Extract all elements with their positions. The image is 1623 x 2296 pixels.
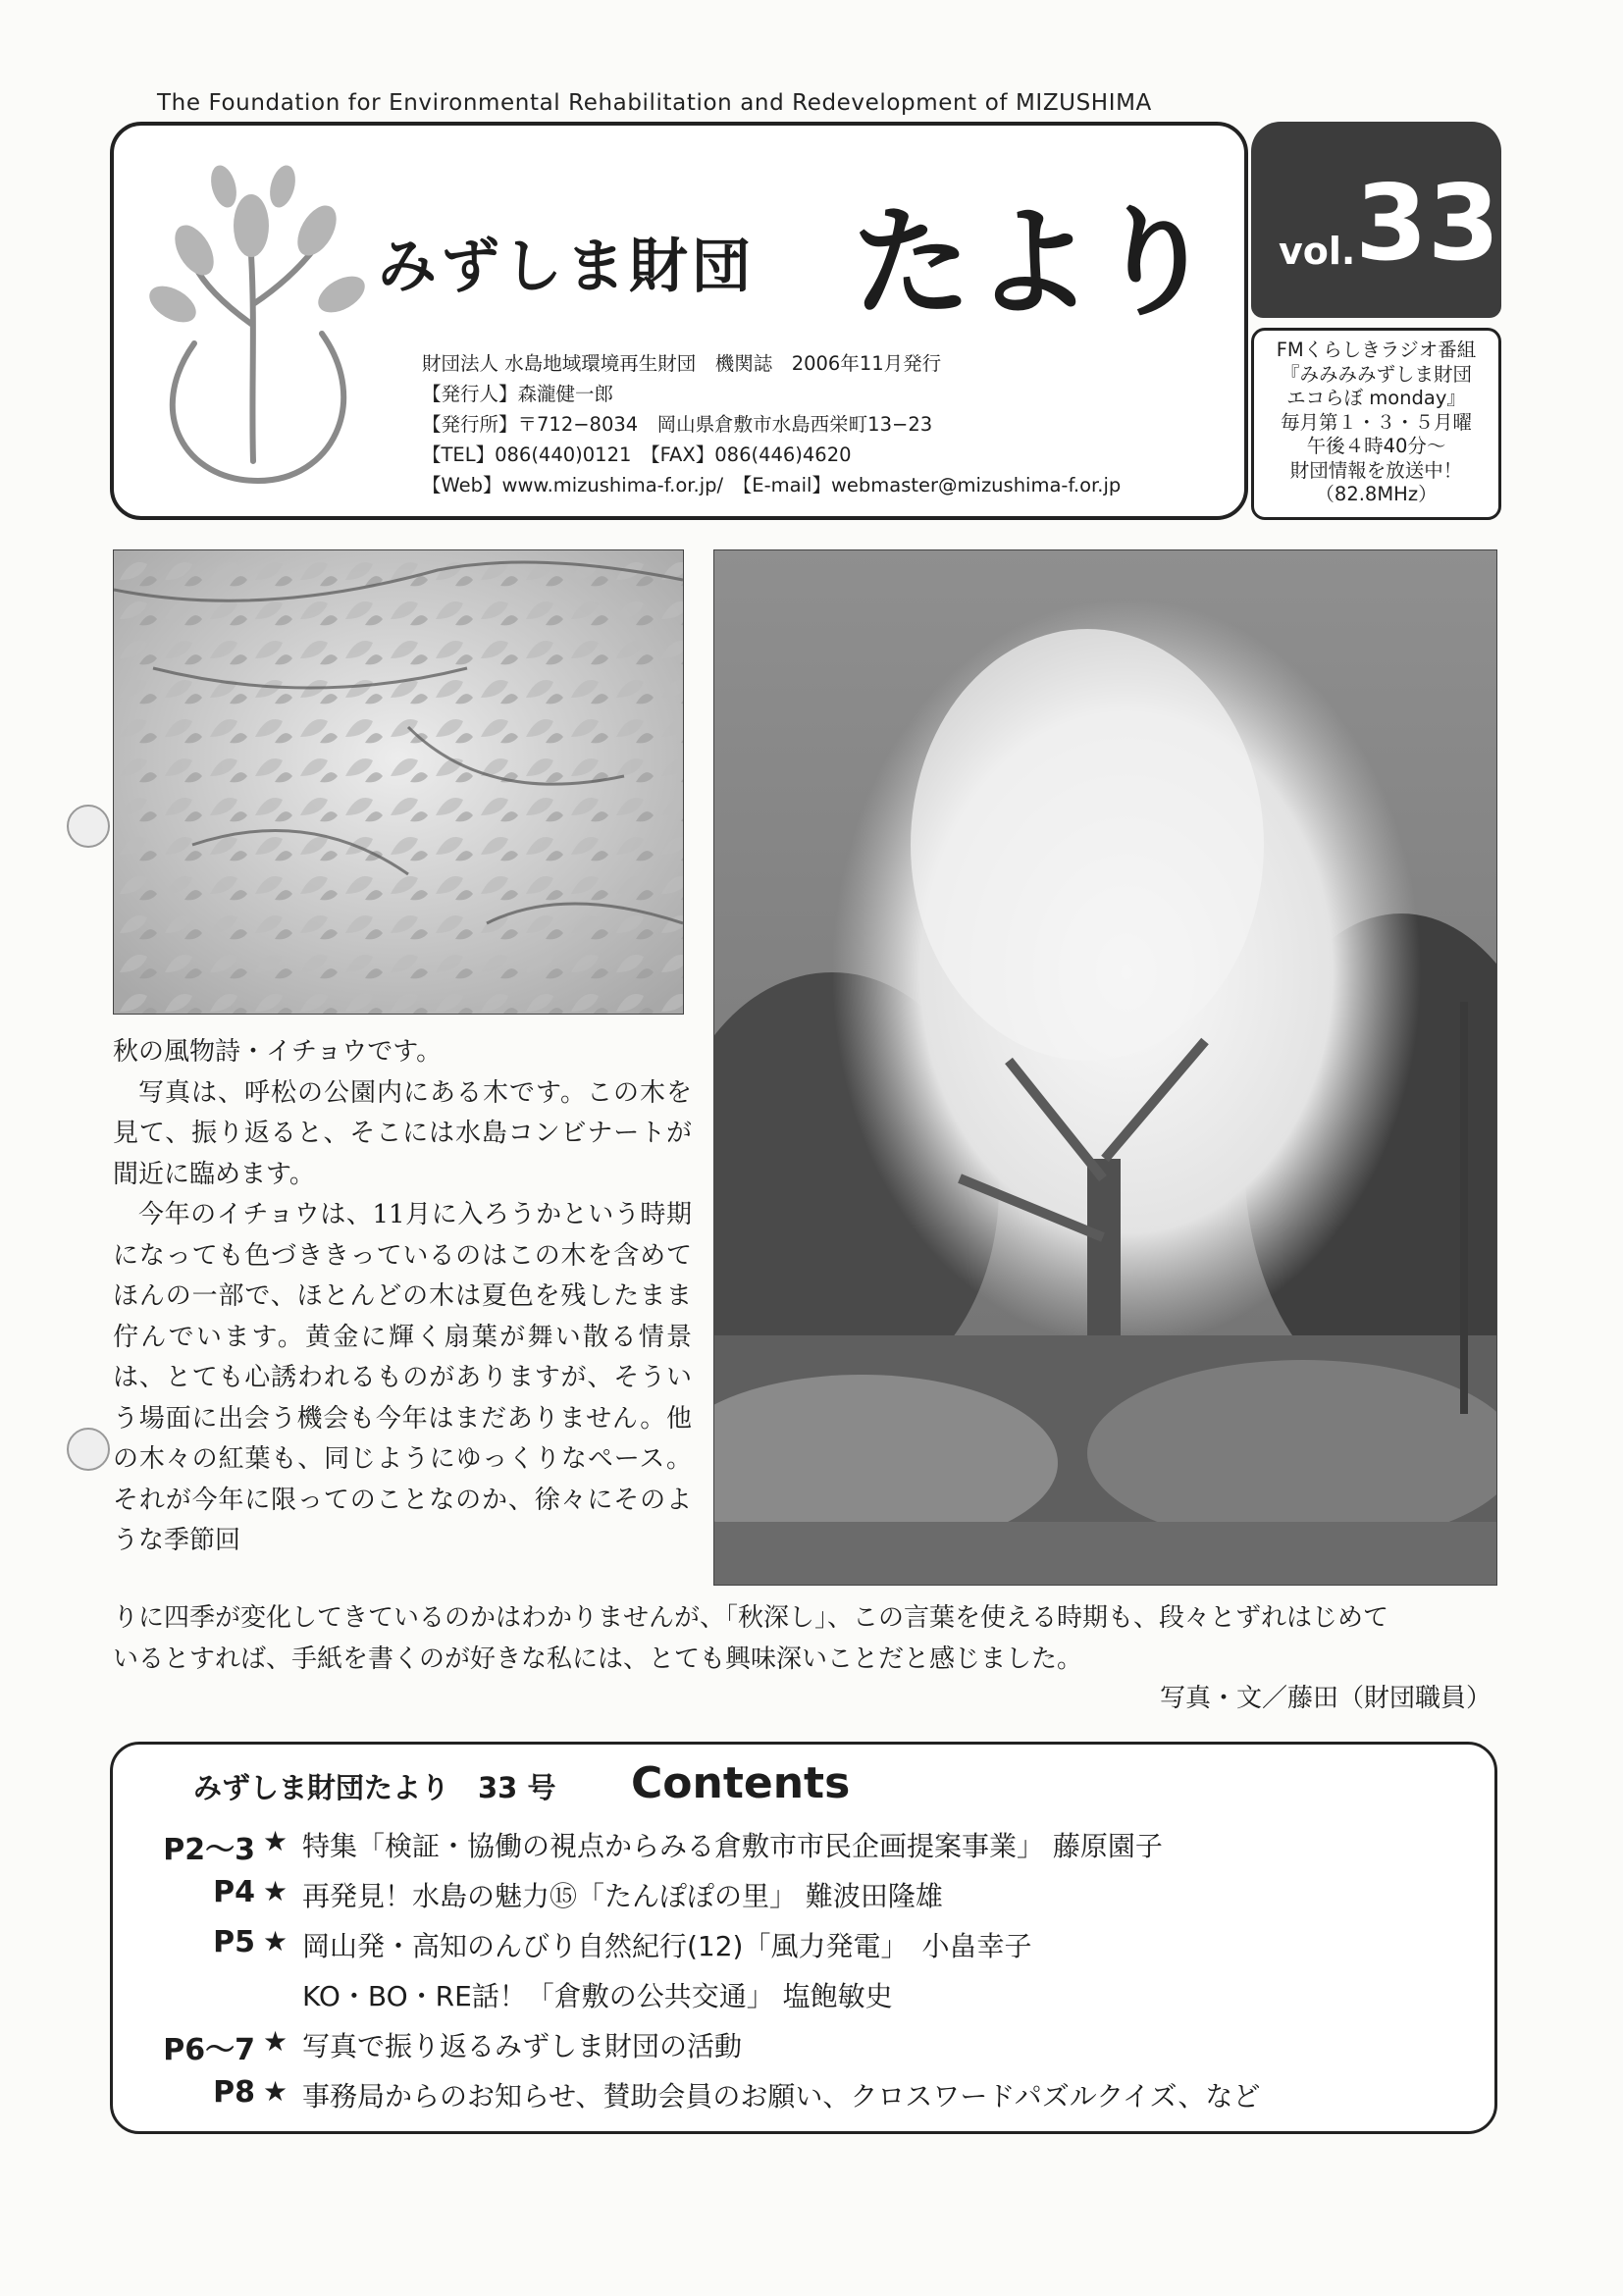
toc-title: 写真で振り返るみずしま財団の活動 <box>302 2030 743 2062</box>
contents-heading: みずしま財団たより 33 号 <box>193 1771 556 1804</box>
toc-page: P6〜7 <box>163 2033 255 2067</box>
star-icon: ★ <box>263 2025 288 2058</box>
volume-number: 33 <box>1355 163 1500 284</box>
publication-info <box>422 348 1227 500</box>
volume-label: vol. <box>1279 230 1356 273</box>
sprout-logo-icon <box>126 147 391 510</box>
toc-page: P2〜3 <box>163 1833 255 1867</box>
toc-page: P5 <box>213 1925 255 1959</box>
magazine-name-small: みずしま財団 <box>378 233 755 301</box>
article-paragraph: 秋の風物詩・イチョウです。 <box>113 1037 443 1067</box>
pub-line: 【TEL】086(440)0121 【FAX】086(446)4620 <box>422 444 852 466</box>
toc-title: KO・BO・RE話！「倉敷の公共交通」 塩飽敏史 <box>302 1980 893 2012</box>
article-paragraph: 写真は、呼松の公園内にある木です。この木を見て、振り返ると、そこには水島コンビナートが間近に臨めます。 <box>113 1077 692 1189</box>
pub-line: 【発行所】〒712−8034 岡山県倉敷市水島西栄町13−23 <box>422 413 933 436</box>
star-icon: ★ <box>263 1925 288 1957</box>
photo-credit: 写真・文／藤田（財団職員） <box>1159 1684 1492 1713</box>
contents-title: Contents <box>631 1758 851 1808</box>
contents-box <box>110 1742 1497 2134</box>
radio-program-box <box>1251 328 1501 520</box>
radio-line: 午後４時40分〜 <box>1306 435 1446 457</box>
radio-line: エコらぼ monday』 <box>1286 387 1466 409</box>
punch-hole <box>67 1428 110 1471</box>
toc-title: 再発見！水島の魅力⑮「たんぽぽの里」 難波田隆雄 <box>302 1880 943 1912</box>
article-paragraph: 今年のイチョウは、11月に入ろうかという時期になっても色づききっているのはこの木を含めてほんの一部で、ほとんどの木は夏色を残したまま佇んでいます。黄金に輝く扇葉が舞い散る情景は、とても心誘われるものがありますが、そういう場面に出会う機会も今年はまだありません。他の木々の紅葉も、同じようにゆっくりなペース。それが今年に限ってのことなのか、徐々にそのような季節回 <box>113 1200 692 1555</box>
radio-line: 『みみみみずしま財団 <box>1280 362 1472 386</box>
star-icon: ★ <box>263 1825 288 1857</box>
toc-page: P8 <box>213 2075 255 2110</box>
ginkgo-leaves-photo <box>113 549 684 1015</box>
radio-line: 財団情報を放送中！ <box>1289 458 1463 482</box>
pub-line: 財団法人 水島地域環境再生財団 機関誌 2006年11月発行 <box>422 352 942 375</box>
article-continuation <box>113 1597 1496 1680</box>
radio-line: 毎月第１・３・５月曜 <box>1280 410 1472 434</box>
radio-line: FMくらしきラジオ番組 <box>1276 339 1477 361</box>
punch-hole <box>67 805 110 848</box>
ginkgo-tree-photo <box>713 549 1497 1586</box>
star-icon: ★ <box>263 2075 288 2108</box>
magazine-name-big: たより <box>852 193 1217 333</box>
toc-page: P4 <box>213 1875 255 1909</box>
volume-badge <box>1251 122 1501 318</box>
pub-line: 【Web】www.mizushima-f.or.jp/ 【E-mail】webmaster@mizushima-f.or.jp <box>422 474 1122 496</box>
toc-title: 事務局からのお知らせ、賛助会員のお願い、クロスワードパズルクイズ、など <box>302 2080 1261 2113</box>
toc-title: 特集「検証・協働の視点からみる倉敷市市民企画提案事業」 藤原園子 <box>302 1830 1163 1862</box>
pub-line: 【発行人】森瀧健一郎 <box>422 383 614 405</box>
article-line: りに四季が変化してきているのかはわかりませんが、「秋深し」、この言葉を使える時期も、段々とずれはじめて <box>113 1603 1389 1633</box>
radio-line: （82.8MHz） <box>1315 483 1438 505</box>
star-icon: ★ <box>263 1875 288 1907</box>
article-body <box>113 1032 692 1562</box>
toc-title: 岡山発・高知のんびり自然紀行(12)「風力発電」 小畠幸子 <box>302 1930 1032 1962</box>
organization-name-en: The Foundation for Environmental Rehabilitation and Redevelopment of MIZUSHIMA <box>157 90 1152 116</box>
article-line: いるとすれば、手紙を書くのが好きな私には、とても興味深いことだと感じました。 <box>113 1644 1083 1674</box>
